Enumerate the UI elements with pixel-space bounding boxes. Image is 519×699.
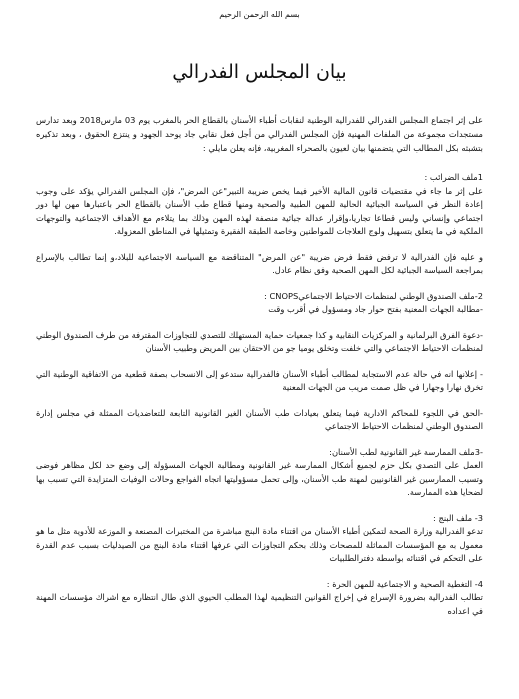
section-heading: 2-ملف الصندوق الوطني لمنظمات الاحتياط الاجتماعيCNOPS :: [264, 290, 483, 301]
section-health-coverage: [36, 578, 483, 619]
intro-paragraph: على إثر اجتماع المجلس الفدرالي للفدرالية الوطنية لنقابات أطباء الأسنان بالقطاع الحر بالمغرب يوم 03 مارس2018 وبعد تدارس مستجدات مجموعة من الملفات المهنية فإن المجلس الفدرالي من أجل فعل نقابي جاد يوحد الجهود و ينتزع الحقوق ، وبعد تذكيره بتشبثه بكل المطالب التي يتضمنها بيان لعيون بالصحراء المغربية، فإنه يعلن مايلي :: [36, 115, 483, 153]
document-title: بيان المجلس الفدرالي: [172, 61, 347, 83]
basmala: بسم الله الرحمن الرحيم: [219, 10, 300, 19]
section-heading: 1ملف الضرائب :: [424, 172, 483, 182]
section-taxes: [36, 171, 483, 278]
section-anesthesia: [36, 512, 483, 566]
section-paragraph: -الحق في اللجوء للمحاكم الادارية فيما يتعلق بعيادات طب الأسنان الغير القانونية التابعة للتعاضديات الممثلة في مجلس إدارة الصندوق الوطني لمنظمات الاحتياط الاجتماعي: [36, 407, 483, 431]
section-illegal-practice: [36, 446, 483, 500]
section-paragraph: تطالب الفدرالية بضرورة الإسراع في إخراج القوانين التنظيمية لهذا المطلب الحيوي الذي طال انتظاره مع اشراك مؤسسات المهنة في اعداده: [36, 592, 483, 616]
section-heading: -3ملف الممارسة غير القانونية لطب الأسنان:: [329, 446, 483, 457]
section-paragraph: -دعوة الفرق البرلمانية و المركزيات النقابية و كذا جمعيات حماية المستهلك للتصدي للتجاوزات المقترفة من طرف الصندوق الوطني لمنظمات الاحتياط الاجتماعي والتي خلفت وتخلق يوميا جو من الاحتقان بين المريض وطبيب الأسنان: [36, 329, 483, 353]
section-paragraph: تدعو الفدرالية وزارة الصحة لتمكين أطباء الأسنان من اقتناء مادة البنج مباشرة من المختبرات المصنعة و الموزعة للأدوية مثل ما هو معمول به مع المؤسسات المماثلة للمصحات وذلك بحكم التجاوزات التي عرفها اقتناء مادة البنج من الصيدليات بسبب عدم القدرة على التحكم في اقتنائه بواسطة دفترالطلبيات: [36, 526, 483, 563]
section-paragraph: و عليه فإن الفدرالية لا ترفض فقط فرض ضريبة "عن المرض" المتناقضة مع السياسة الاجتماعية للبلاد،و إنما تطالب بالإسراع بمراجعة السياسة الجبائية لكل المهن الصحية وفق نظام عادل.: [36, 251, 483, 275]
section-heading: 3- ملف البنج :: [433, 512, 483, 523]
section-heading: 4- التغطية الصحية و الاجتماعية للمهن الحرة :: [326, 578, 483, 589]
section-paragraph: العمل على التصدي بكل حزم لجميع أشكال الممارسة غير القانونية ومطالبة الجهات المسؤولة إلى وضع حد لكل مظاهر فوضى وتسيب الممارسين غير القانونيين لمهنة طب الأسنان، وإلى تحمل مسؤوليتها اتجاه الفواجع وحالات الوفيات المتزايدة التي تسبب بها لضحايا هذه الممارسة.: [36, 460, 483, 497]
section-paragraph: -مطالبة الجهات المعنية بفتح حوار جاد ومسؤول في أقرب وقت: [268, 304, 483, 314]
section-paragraph: على إثر ما جاء في مقتضيات قانون المالية الأخير فيما يخص ضريبة التبير"عن المرض"، فإن المجلس الفدرالي يؤكد على وجوب إعادة النظر في السياسة الجبائية الحالية للمهن الطبية والصحية ومنها قطاع طب الأسنان بالقطاع الحر باعتبارها مهن لها دور اجتماعي وإنساني وليس قطاعا تجاريا،وإقرار عدالة جبائية منصفة لهذه المهن وذلك بما يتلاءم مع الأهداف الاجتماعية والتوجهات الملكية في ما يتعلق بتسهيل ولوج العلاجات للمواطنين وخاصة الطبقة الفقيرة وتمثيلها في المناطق المعزولة.: [36, 185, 483, 236]
section-paragraph: - إعلانها انه في حالة عدم الاستجابة لمطالب أطباء الأسنان فالفدرالية ستدعو إلى الانسحاب بصفة قطعية من الاتفاقية الوطنية التي تخرق نهارا وجهارا في ظل صمت مريب من الجهات المعنية: [36, 368, 483, 392]
section-cnops: [36, 290, 483, 434]
